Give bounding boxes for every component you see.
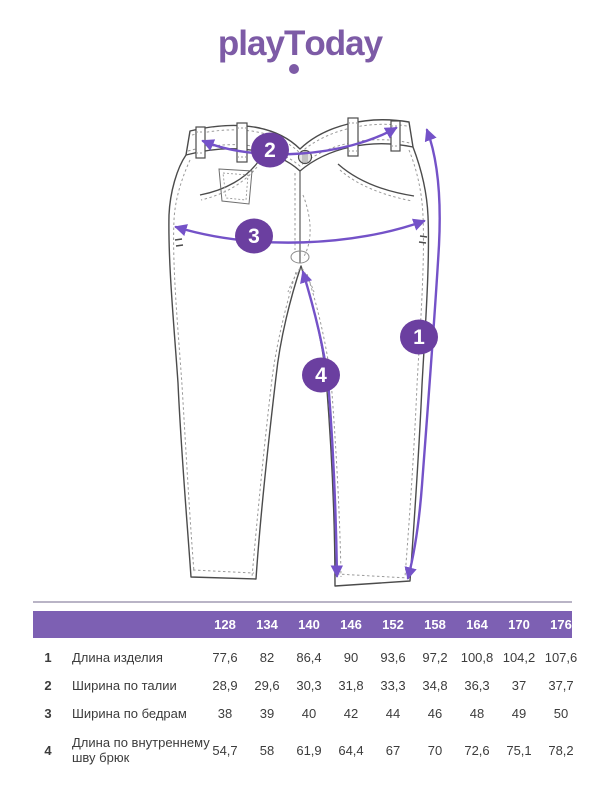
value-cell: 28,9: [212, 677, 238, 693]
separator-line: [33, 601, 572, 603]
value-cell: 104,2: [502, 649, 536, 665]
value-cell: 86,4: [296, 649, 322, 665]
row-number: 1: [44, 649, 52, 665]
svg-text:2: 2: [264, 139, 276, 162]
value-cell: 46: [427, 705, 443, 721]
row-label: Ширина по бедрам: [72, 705, 187, 721]
callout-1: [400, 320, 438, 355]
table-row: [0, 644, 600, 670]
value-cell: 38: [217, 705, 233, 721]
value-cell: 90: [343, 649, 359, 665]
value-cell: 61,9: [296, 742, 322, 758]
value-cell: 107,6: [544, 649, 578, 665]
row-label: Ширина по талии: [72, 677, 177, 693]
row-number: 4: [44, 742, 52, 758]
value-cell: 50: [553, 705, 569, 721]
size-header-row: [204, 611, 582, 638]
row-label: Длина по внутреннему шву брюк: [72, 735, 210, 765]
size-header-cell: 128: [214, 617, 236, 632]
callout-2: [251, 133, 289, 168]
value-cell: 72,6: [464, 742, 490, 758]
jeans-outline: [169, 120, 429, 586]
row-values: [204, 732, 582, 768]
value-cell: 70: [427, 742, 443, 758]
value-cell: 36,3: [464, 677, 490, 693]
row-values: [204, 672, 582, 698]
logo-text-play: play: [217, 24, 284, 63]
size-header-cell: 152: [382, 617, 404, 632]
value-cell: 78,2: [548, 742, 574, 758]
value-cell: 100,8: [460, 649, 494, 665]
value-cell: 82: [259, 649, 275, 665]
table-row: [0, 672, 600, 698]
table-row: [0, 732, 600, 768]
value-cell: 39: [259, 705, 275, 721]
size-header-cell: 140: [298, 617, 320, 632]
value-cell: 93,6: [380, 649, 406, 665]
value-cell: 29,6: [254, 677, 280, 693]
value-cell: 40: [301, 705, 317, 721]
size-header-cell: 134: [256, 617, 278, 632]
logo-text-oday: oday: [304, 24, 383, 63]
value-cell: 34,8: [422, 677, 448, 693]
row-number: 3: [44, 705, 52, 721]
value-cell: 67: [385, 742, 401, 758]
row-number: 2: [44, 677, 52, 693]
value-cell: 48: [469, 705, 485, 721]
size-header-cell: 170: [508, 617, 530, 632]
value-cell: 30,3: [296, 677, 322, 693]
value-cell: 75,1: [506, 742, 532, 758]
row-values: [204, 644, 582, 670]
size-header-cell: 176: [550, 617, 572, 632]
value-cell: 54,7: [212, 742, 238, 758]
size-header-cell: 164: [466, 617, 488, 632]
value-cell: 44: [385, 705, 401, 721]
value-cell: 49: [511, 705, 527, 721]
value-cell: 37: [511, 677, 527, 693]
row-values: [204, 700, 582, 726]
belt-loop: [237, 123, 247, 162]
table-row: [0, 700, 600, 726]
value-cell: 42: [343, 705, 359, 721]
value-cell: 37,7: [548, 677, 574, 693]
callout-4: [302, 358, 340, 393]
jeans-diagram: [0, 100, 600, 600]
logo-dot-icon: [289, 64, 299, 74]
row-label: Длина изделия: [72, 649, 163, 665]
value-cell: 77,6: [212, 649, 238, 665]
svg-text:1: 1: [413, 326, 425, 349]
value-cell: 58: [259, 742, 275, 758]
size-header-cell: 158: [424, 617, 446, 632]
brand-logo: [0, 24, 600, 64]
value-cell: 64,4: [338, 742, 364, 758]
logo-letter-t: T: [284, 24, 304, 64]
callout-3: [235, 219, 273, 254]
size-header-cell: 146: [340, 617, 362, 632]
value-cell: 31,8: [338, 677, 364, 693]
belt-loop: [348, 118, 358, 156]
svg-text:3: 3: [248, 225, 260, 248]
value-cell: 97,2: [422, 649, 448, 665]
value-cell: 33,3: [380, 677, 406, 693]
svg-text:4: 4: [315, 364, 327, 387]
